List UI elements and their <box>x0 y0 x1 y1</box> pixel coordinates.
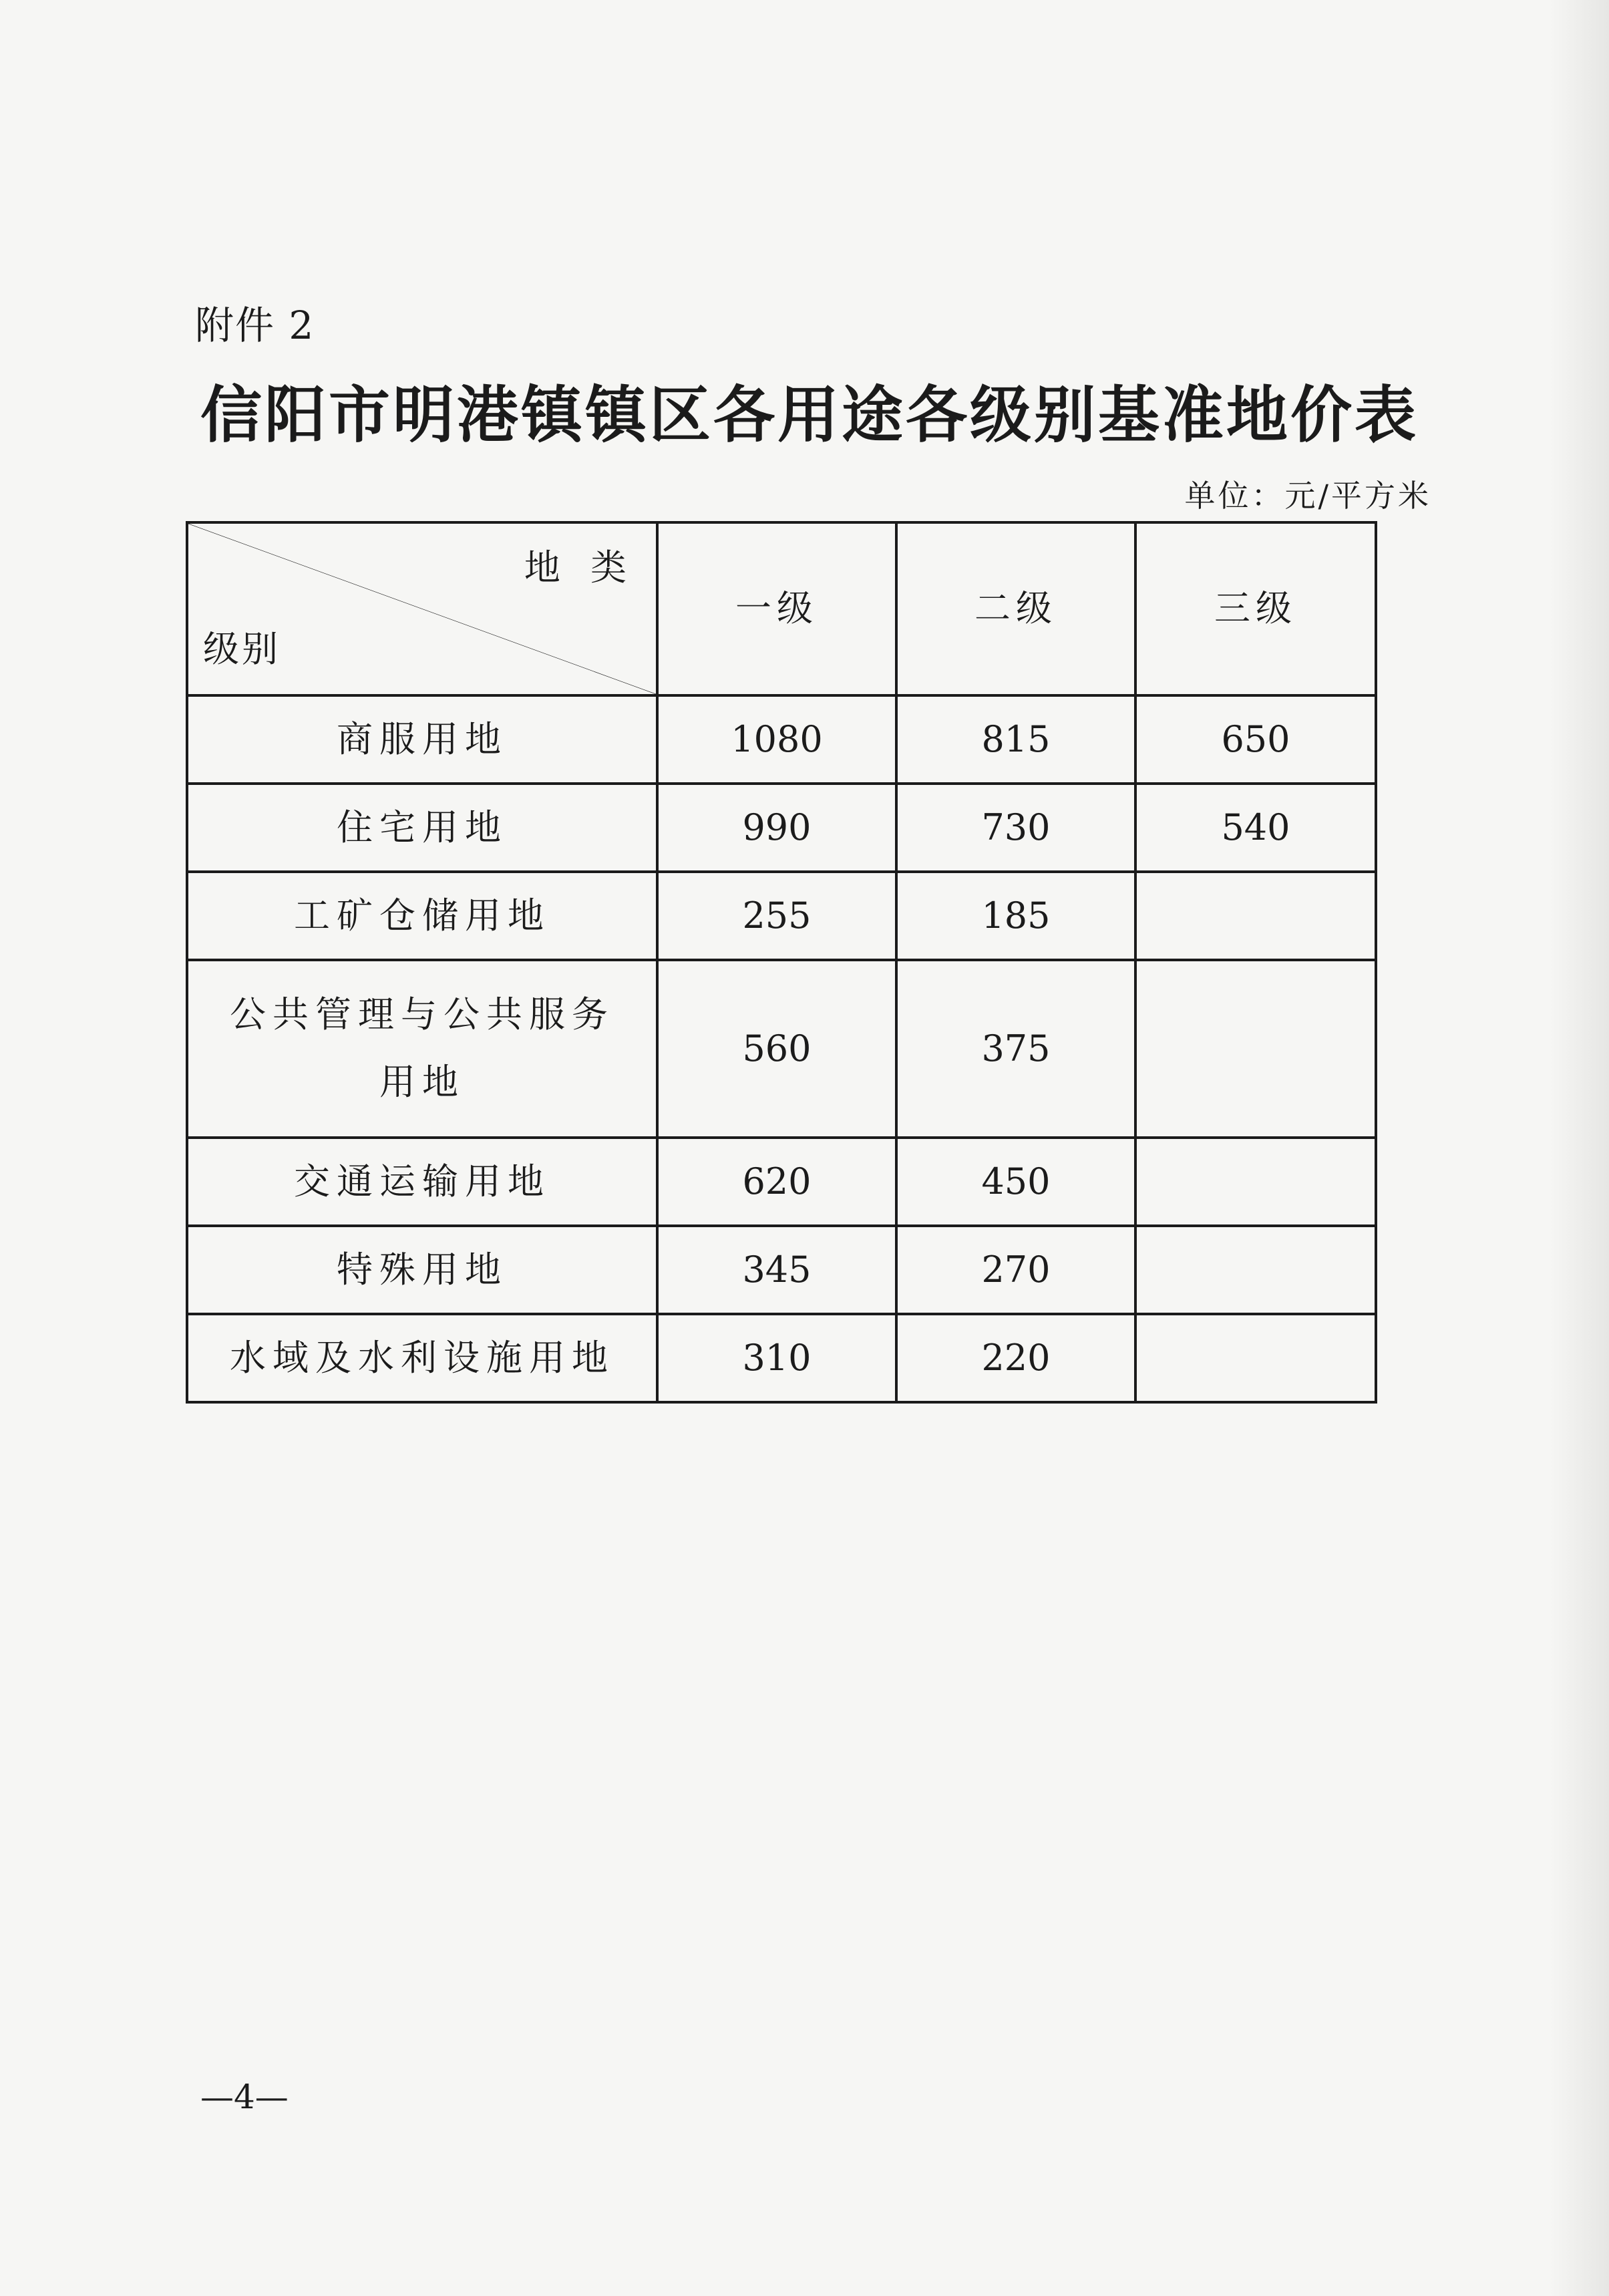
table-row <box>187 960 1376 1138</box>
value-cell: 220 <box>896 1314 1135 1402</box>
value-cell: 270 <box>896 1226 1135 1314</box>
page-number: —4— <box>200 2078 289 2116</box>
value-cell: 815 <box>896 695 1135 784</box>
value-cell: 560 <box>657 960 896 1138</box>
row-label-line-1: 公共管理与公共服务 <box>230 993 614 1036</box>
value-cell <box>1135 1226 1376 1314</box>
value-cell: 990 <box>657 784 896 872</box>
table-row <box>187 695 1376 784</box>
value-cell <box>1135 1314 1376 1402</box>
value-cell: 310 <box>657 1314 896 1402</box>
value-cell: 620 <box>657 1138 896 1226</box>
row-label-line-2: 用地 <box>379 1061 465 1103</box>
table-row <box>187 784 1376 872</box>
table-row <box>187 1314 1376 1402</box>
document-title: 信阳市明港镇镇区各用途各级别基准地价表 <box>200 379 1419 451</box>
row-label-water: 水域及水利设施用地 <box>187 1314 657 1402</box>
row-label-public-service <box>187 960 657 1138</box>
value-cell: 730 <box>896 784 1135 872</box>
column-header-grade-2: 二级 <box>896 522 1135 695</box>
row-label-industrial: 工矿仓储用地 <box>187 872 657 960</box>
grade-label: 级别 <box>203 628 281 671</box>
value-cell <box>1135 960 1376 1138</box>
table-header-row <box>187 522 1376 695</box>
unit-label: 单位：元/平方米 <box>1184 478 1431 514</box>
value-cell: 450 <box>896 1138 1135 1226</box>
attachment-label: 附件 2 <box>195 303 315 348</box>
value-cell: 1080 <box>657 695 896 784</box>
table-row <box>187 872 1376 960</box>
value-cell: 650 <box>1135 695 1376 784</box>
table-row <box>187 1138 1376 1226</box>
diagonal-header-cell <box>187 522 657 695</box>
value-cell: 185 <box>896 872 1135 960</box>
land-type-label: 地 类 <box>524 546 636 589</box>
value-cell: 540 <box>1135 784 1376 872</box>
row-label-residential: 住宅用地 <box>187 784 657 872</box>
value-cell <box>1135 1138 1376 1226</box>
value-cell: 345 <box>657 1226 896 1314</box>
table-row <box>187 1226 1376 1314</box>
column-header-grade-1: 一级 <box>657 522 896 695</box>
value-cell: 375 <box>896 960 1135 1138</box>
value-cell: 255 <box>657 872 896 960</box>
value-cell <box>1135 872 1376 960</box>
land-price-table <box>186 521 1377 1404</box>
row-label-commercial: 商服用地 <box>187 695 657 784</box>
column-header-grade-3: 三级 <box>1135 522 1376 695</box>
row-label-transport: 交通运输用地 <box>187 1138 657 1226</box>
row-label-special: 特殊用地 <box>187 1226 657 1314</box>
page-edge-shadow <box>1549 0 1609 2296</box>
